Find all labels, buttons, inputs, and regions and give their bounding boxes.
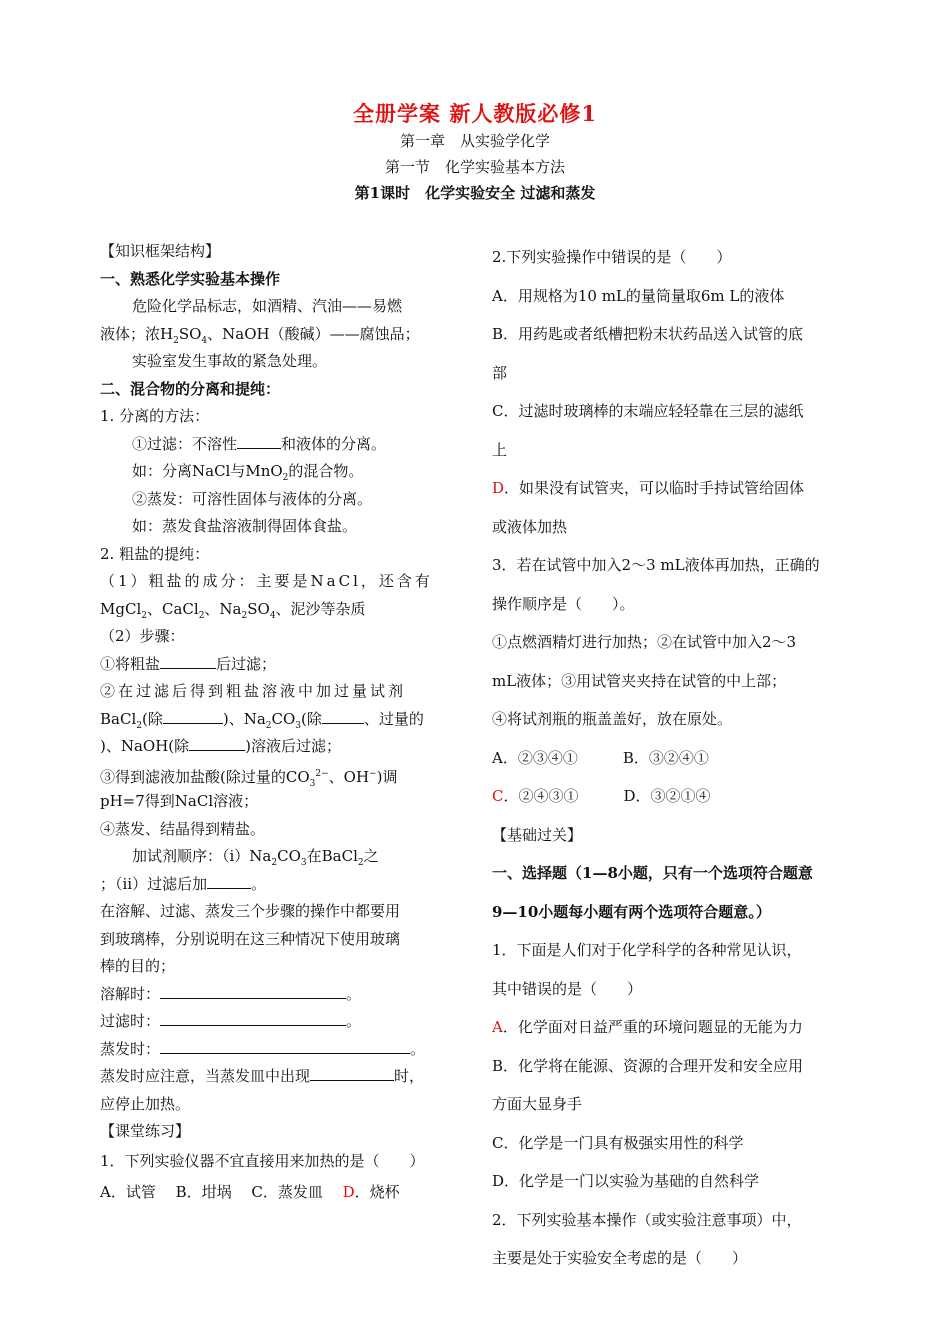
text-line: 主要是处于实验安全考虑的是（ ） — [492, 1249, 748, 1267]
option-line: C．过滤时玻璃棒的末端应轻轻靠在三层的滤纸 — [492, 402, 804, 420]
question-2: 2.下列实验操作中错误的是（ ） — [492, 248, 732, 266]
text-line: )、NaOH(除 )溶液后过滤； — [100, 737, 342, 755]
text-line: ①过滤：不溶性 和液体的分离。 — [132, 434, 387, 453]
text-line: 到玻璃棒，分别说明在这三种情况下使用玻璃 — [100, 929, 401, 948]
lesson-title: 第1课时 化学实验安全 过滤和蒸发 — [354, 184, 596, 202]
option-line: 上 — [492, 440, 508, 459]
text-line: mL液体；③用试管夹夹持在试管的中上部； — [492, 671, 787, 690]
fill-blank[interactable] — [160, 984, 346, 999]
text-line: ③得到滤液加盐酸(除过量的$CO_3^{2-}$、OH−)调 — [100, 767, 398, 789]
text-line: （1）粗盐的成分：主要是NaCl，还含有 — [100, 572, 433, 590]
text-line: 在溶解、过滤、蒸发三个步骤的操作中都要用 — [100, 902, 401, 920]
question-1: 1．下面是人们对于化学科学的各种常见认识， — [492, 941, 802, 959]
fill-blank[interactable] — [160, 654, 216, 669]
option-line: A．用规格为10 mL的量筒量取6m L的液体 — [492, 286, 785, 305]
question-1: 1．下列实验仪器不宜直接用来加热的是（ ） — [100, 1151, 425, 1170]
basic-pass-heading: 【基础过关】 — [492, 825, 583, 844]
text-line: ④蒸发、结晶得到精盐。 — [100, 819, 266, 838]
answer-mark: C — [492, 787, 504, 805]
text-line: 蒸发时： 。 — [100, 1039, 426, 1058]
fill-blank[interactable] — [160, 1011, 346, 1026]
section-heading-choice: 9—10小题每小题有两个选项符合题意。） — [492, 902, 771, 921]
option-line: D．如果没有试管夹，可以临时手持试管给固体 — [492, 479, 805, 497]
option-line: 部 — [492, 363, 508, 382]
text-line: 棒的目的； — [100, 957, 176, 975]
text-line: 蒸发时应注意，当蒸发皿中出现 时， — [100, 1067, 425, 1085]
text-line: （2）步骤： — [100, 627, 185, 645]
option-line: D．化学是一门以实验为基础的自然科学 — [492, 1172, 760, 1190]
text-line: 过滤时： 。 — [100, 1012, 362, 1030]
right-column — [492, 238, 862, 1278]
answer-mark: A — [492, 1018, 503, 1036]
text-line: 操作顺序是（ ）。 — [492, 594, 635, 613]
option-line: A．化学面对日益严重的环境问题显的无能为力 — [492, 1018, 803, 1036]
fill-blank[interactable] — [207, 874, 251, 889]
chapter-title: 第一章 从实验学化学 — [399, 132, 550, 150]
question-1-options: A．试管 B．坩埚 C．蒸发皿 D．烧杯 — [100, 1182, 400, 1201]
text-line: ①点燃酒精灯进行加热；②在试管中加入2～3 — [492, 633, 797, 651]
document-title: 全册学案 新人教版必修1 — [353, 101, 597, 126]
fill-blank[interactable] — [322, 709, 364, 724]
option-line: 方面大显身手 — [492, 1095, 583, 1113]
question-3: 3．若在试管中加入2～3 mL液体再加热，正确的 — [492, 556, 820, 574]
heading-basic-operations: 一、熟悉化学实验基本操作 — [100, 269, 281, 288]
text-line: ④将试剂瓶的瓶盖盖好，放在原处。 — [492, 710, 733, 728]
section-title: 第一节 化学实验基本方法 — [384, 158, 565, 176]
fill-blank[interactable] — [189, 736, 245, 751]
option-line: C．化学是一门具有极强实用性的科学 — [492, 1133, 744, 1152]
text-line: ②蒸发：可溶性固体与液体的分离。 — [132, 489, 373, 508]
option-line: C．②④③① D．③②①④ — [492, 787, 711, 805]
text-line: 如：蒸发食盐溶液制得固体食盐。 — [132, 517, 358, 535]
text-line: 2. 粗盐的提纯： — [100, 544, 210, 563]
text-line: 溶解时： 。 — [100, 984, 362, 1003]
text-line: 加试剂顺序：$(ⅰ)Na_2CO_3$在BaCl$_2$之 — [132, 847, 379, 868]
heading-separation: 二、混合物的分离和提纯： — [100, 379, 281, 398]
fill-blank[interactable] — [310, 1066, 394, 1081]
text-line: pH=7得到NaCl溶液； — [100, 792, 259, 810]
fill-blank[interactable] — [163, 709, 223, 724]
text-line: 其中错误的是（ ） — [492, 979, 643, 998]
text-line: 1. 分离的方法： — [100, 407, 210, 425]
text-line: 应停止加热。 — [100, 1094, 191, 1113]
question-2: 2．下列实验基本操作（或实验注意事项）中， — [492, 1210, 802, 1229]
text-line: 如：分离NaCl与MnO$_2$的混合物。 — [132, 462, 364, 483]
option-line: 或液体加热 — [492, 517, 568, 536]
answer-mark: D — [492, 479, 505, 497]
option-line: B．用药匙或者纸槽把粉末状药品送入试管的底 — [492, 325, 804, 343]
left-column — [100, 238, 445, 1208]
text-line: 实验室发生事故的紧急处理。 — [132, 352, 328, 370]
option-line: B．化学将在能源、资源的合理开发和安全应用 — [492, 1056, 804, 1075]
section-heading-choice: 一、选择题（1—8小题，只有一个选项符合题意 — [492, 864, 813, 882]
answer-mark: D — [342, 1182, 355, 1201]
fill-blank[interactable] — [160, 1039, 410, 1054]
text-line: BaCl$_2$(除 )、$Na_2CO_3$(除 、过量的 — [100, 709, 424, 731]
option-line: A．②③④① B．③②④① — [492, 748, 709, 767]
text-line: ；（ⅱ）过滤后加 。 — [100, 874, 267, 893]
text-line: ②在过滤后得到粗盐溶液中加过量试剂 — [100, 682, 407, 700]
text-line: 危险化学品标志，如酒精、汽油——易燃 — [132, 297, 403, 315]
fill-blank[interactable] — [237, 434, 281, 449]
knowledge-framework-heading: 【知识框架结构】 — [100, 242, 221, 260]
classroom-practice-heading: 【课堂练习】 — [100, 1122, 191, 1140]
text-line: 液体；浓$H_2SO_4$、NaOH（酸碱）——腐蚀品； — [100, 324, 420, 346]
text-line: MgCl$_2$、CaCl$_2$、$Na_2SO_4$、泥沙等杂质 — [100, 599, 366, 621]
text-line: ①将粗盐 后过滤； — [100, 654, 277, 673]
